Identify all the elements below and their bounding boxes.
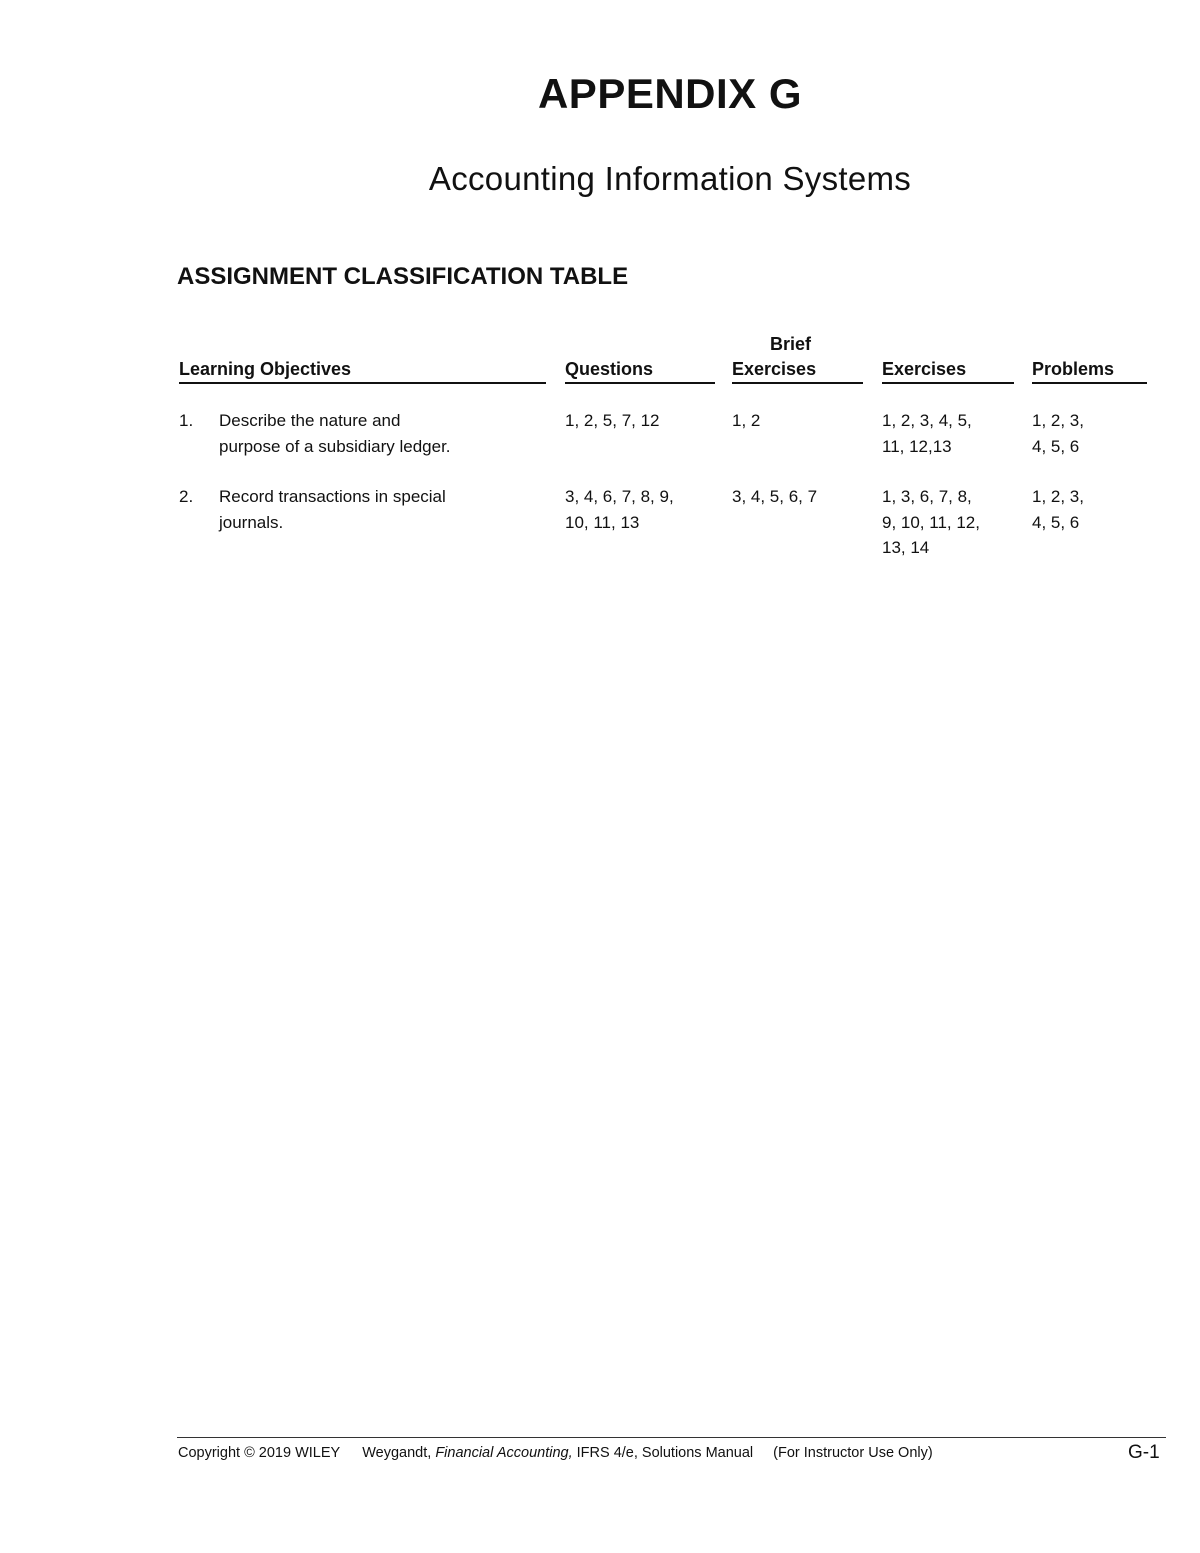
column-header-brief-exercises (732, 356, 863, 384)
page-number: G-1 (1128, 1442, 1160, 1463)
table-row-1-objective: Describe the nature and purpose of a subsidiary ledger. (219, 411, 451, 456)
table-row-2-brief-exercises: 3, 4, 5, 6, 7 (732, 487, 818, 506)
table-row-1-brief-exercises: 1, 2 (732, 411, 761, 430)
column-header-label: Questions (565, 356, 715, 384)
footer-divider (177, 1437, 1166, 1438)
footer-edition: IFRS 4/e, Solutions Manual (576, 1445, 754, 1461)
section-heading: ASSIGNMENT CLASSIFICATION TABLE (177, 263, 629, 290)
footer-copyright: Copyright © 2019 WILEY (178, 1445, 341, 1461)
column-header-exercises (882, 356, 1014, 384)
column-header-label: Exercises (882, 356, 1014, 384)
table-row-1-problems: 1, 2, 3, 4, 5, 6 (1032, 411, 1084, 456)
column-header-brief-exercises-top: Brief (770, 334, 812, 354)
table-row-1-number: 1. (179, 411, 194, 430)
column-header-label: Problems (1032, 356, 1147, 384)
footer-usage-note: (For Instructor Use Only) (773, 1445, 933, 1461)
column-header-questions (565, 356, 715, 384)
footer-text (178, 1445, 933, 1461)
table-row-2-problems: 1, 2, 3, 4, 5, 6 (1032, 487, 1084, 532)
table-row-1-questions: 1, 2, 5, 7, 12 (565, 411, 660, 430)
appendix-title: APPENDIX G (537, 70, 803, 117)
table-row-1-exercises: 1, 2, 3, 4, 5, 11, 12,13 (882, 411, 972, 456)
appendix-subtitle: Accounting Information Systems (428, 160, 912, 197)
footer-book-title: Financial Accounting, (435, 1445, 573, 1461)
column-header-learning-objectives (179, 356, 546, 384)
column-header-label: Exercises (732, 356, 863, 384)
column-header-label: Learning Objectives (179, 356, 546, 384)
column-header-problems (1032, 356, 1147, 384)
table-row-2-questions: 3, 4, 6, 7, 8, 9, 10, 11, 13 (565, 487, 674, 532)
footer-author: Weygandt, (362, 1445, 432, 1461)
table-row-2-objective: Record transactions in special journals. (219, 487, 446, 532)
table-row-2-exercises: 1, 3, 6, 7, 8, 9, 10, 11, 12, 13, 14 (882, 487, 980, 557)
table-row-2-number: 2. (179, 487, 194, 506)
